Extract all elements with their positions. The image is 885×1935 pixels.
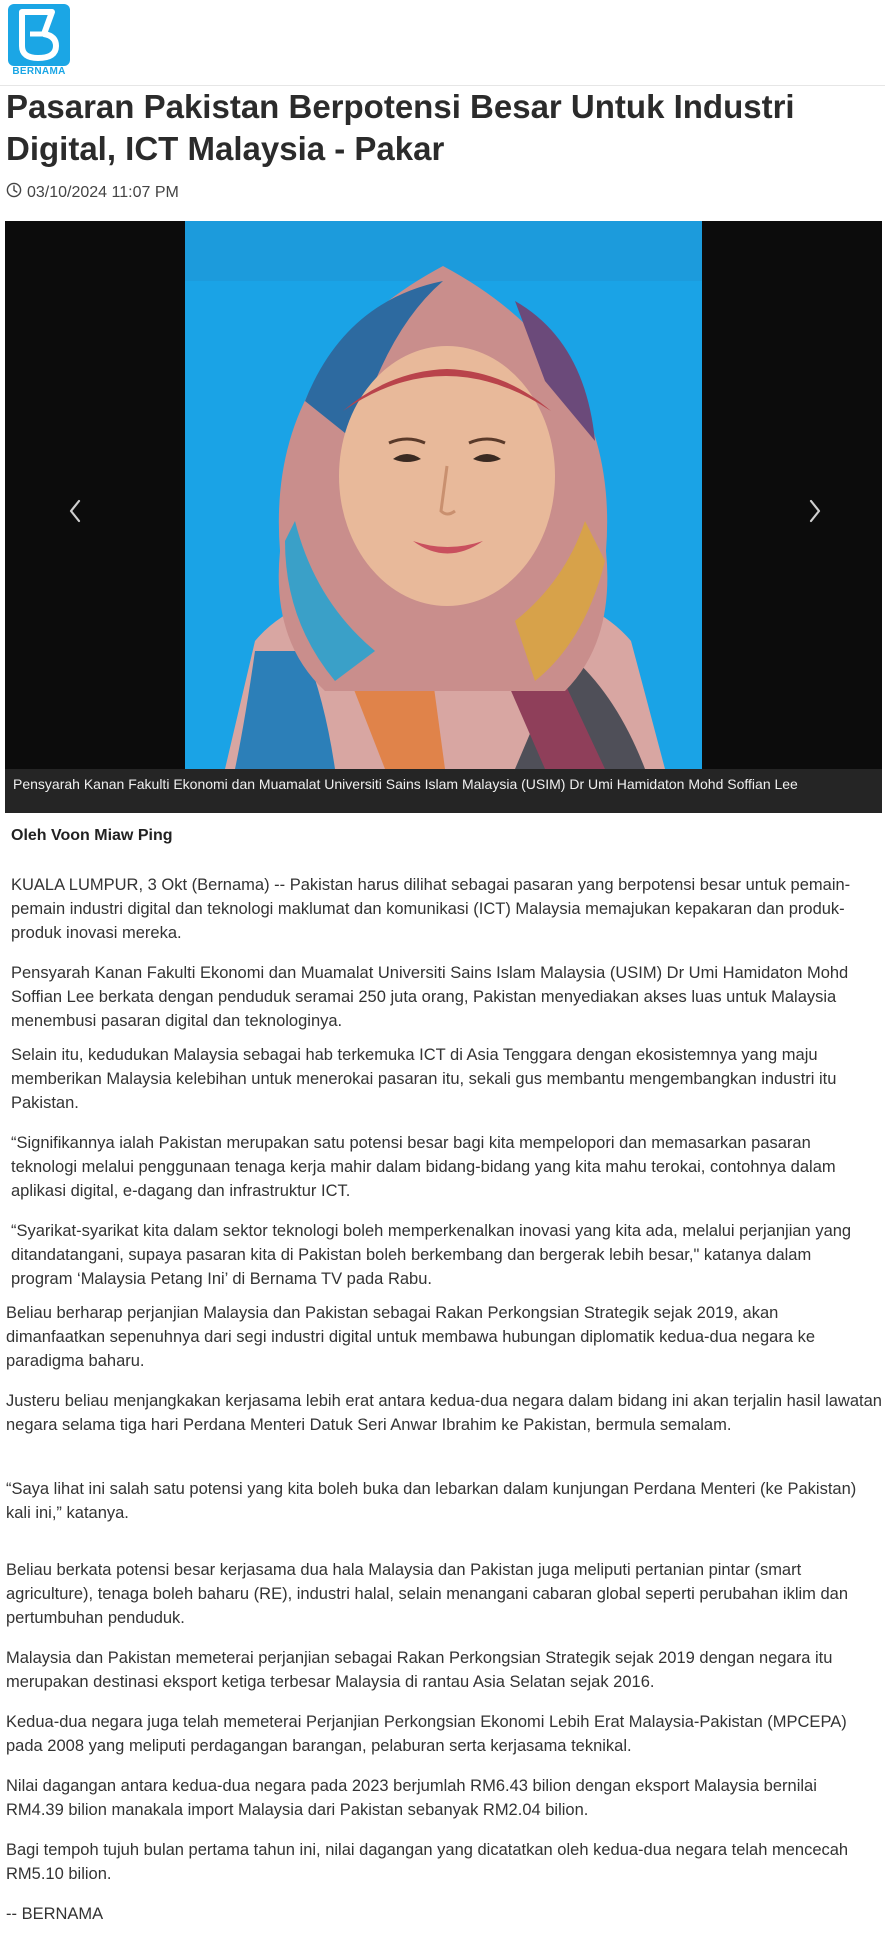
site-header: [0, 0, 885, 86]
logo-text: BERNAMA: [12, 66, 66, 77]
carousel-next-button[interactable]: [795, 491, 835, 531]
chevron-right-icon: [795, 491, 835, 531]
article-paragraph: Kedua-dua negara juga telah memeterai Perjanjian Perkongsian Ekonomi Lebih Erat Malaysia-Pakistan (MPCEPA) pada 2008 yang meliputi perdagangan barangan, pelaburan serta kerjasama teknikal.: [6, 1713, 847, 1755]
article-paragraph: Pensyarah Kanan Fakulti Ekonomi dan Muamalat Universiti Sains Islam Malaysia (USIM) Dr Umi Hamidaton Mohd Soffian Lee berkata dengan penduduk seramai 250 juta orang, Pakistan menyediakan akses luas untuk Malaysia menembusi pasaran digital dan teknologinya.: [11, 964, 849, 1030]
article-paragraph: “Saya lihat ini salah satu potensi yang kita boleh buka dan lebarkan dalam kunjungan Perdana Menteri (ke Pakistan) kali ini,” katanya.: [6, 1480, 857, 1522]
article-signoff: -- BERNAMA: [6, 1905, 104, 1923]
carousel-prev-button[interactable]: [55, 491, 95, 531]
article-paragraph: Beliau berharap perjanjian Malaysia dan Pakistan sebagai Rakan Perkongsian Strategik sejak 2019, akan dimanfaatkan sepenuhnya dari segi industri digital untuk membawa hubungan diplomatik kedua-dua negara ke paradigma baharu.: [6, 1304, 816, 1370]
article-paragraph: Selain itu, kedudukan Malaysia sebagai hab terkemuka ICT di Asia Tenggara dengan ekosistemnya yang maju memberikan Malaysia kelebihan untuk menerokai pasaran itu, sekali gus membantu mengembangkan industri itu Pakistan.: [11, 1046, 837, 1112]
article-photo: [185, 221, 702, 769]
article-paragraph: Justeru beliau menjangkakan kerjasama lebih erat antara kedua-dua negara dalam bidang ini akan terjalin hasil lawatan negara selama tiga hari Perdana Menteri Datuk Seri Anwar Ibrahim ke Pakistan, bermula semalam.: [6, 1392, 882, 1434]
image-carousel: [5, 221, 882, 813]
article-paragraph: “Syarikat-syarikat kita dalam sektor teknologi boleh memperkenalkan inovasi yang kita ada, melalui perjanjian yang ditandatangani, supaya pasaran kita di Pakistan boleh berkembang dan bergerak lebih besar," katanya dalam program ‘Malaysia Petang Ini’ di Bernama TV pada Rabu.: [11, 1222, 852, 1288]
article-dateline: [6, 182, 179, 203]
article-paragraph: KUALA LUMPUR, 3 Okt (Bernama) -- Pakistan harus dilihat sebagai pasaran yang berpotensi besar untuk pemain-pemain industri digital dan teknologi maklumat dan komunikasi (ICT) Malaysia memajukan kepakaran dan produk-produk inovasi mereka.: [11, 876, 851, 942]
clock-icon: [6, 182, 22, 203]
article-byline: Oleh Voon Miaw Ping: [11, 827, 173, 844]
article-paragraph: Beliau berkata potensi besar kerjasama dua hala Malaysia dan Pakistan juga meliputi pertanian pintar (smart agriculture), tenaga boleh baharu (RE), industri halal, selain menangani cabaran global seperti perubahan iklim dan pertumbuhan penduduk.: [6, 1561, 849, 1627]
bernama-logo-mark: [8, 4, 70, 66]
article-paragraph: Malaysia dan Pakistan memeterai perjanjian sebagai Rakan Perkongsian Strategik sejak 2019 dengan negara itu merupakan destinasi eksport ketiga terbesar Malaysia di rantau Asia Selatan sejak 2016.: [6, 1649, 833, 1691]
article-datetime: 03/10/2024 11:07 PM: [27, 183, 179, 201]
article-paragraph: Nilai dagangan antara kedua-dua negara pada 2023 berjumlah RM6.43 bilion dengan eksport Malaysia bernilai RM4.39 bilion manakala import Malaysia dari Pakistan sebanyak RM2.04 bilion.: [6, 1777, 817, 1819]
article-paragraph: Bagi tempoh tujuh bulan pertama tahun ini, nilai dagangan yang dicatatkan oleh kedua-dua negara telah mencecah RM5.10 bilion.: [6, 1841, 849, 1883]
article-paragraph: “Signifikannya ialah Pakistan merupakan satu potensi besar bagi kita mempelopori dan memasarkan pasaran teknologi melalui penggunaan tenaga kerja mahir dalam bidang-bidang yang kita mahu terokai, contohnya dalam aplikasi digital, e-dagang dan infrastruktur ICT.: [11, 1134, 836, 1200]
chevron-left-icon: [55, 491, 95, 531]
image-caption: Pensyarah Kanan Fakulti Ekonomi dan Muamalat Universiti Sains Islam Malaysia (USIM) Dr Umi Hamidaton Mohd Soffian Lee: [5, 769, 882, 813]
article-title: Pasaran Pakistan Berpotensi Besar Untuk Industri Digital, ICT Malaysia - Pakar: [6, 88, 795, 167]
bernama-logo[interactable]: [8, 4, 70, 76]
